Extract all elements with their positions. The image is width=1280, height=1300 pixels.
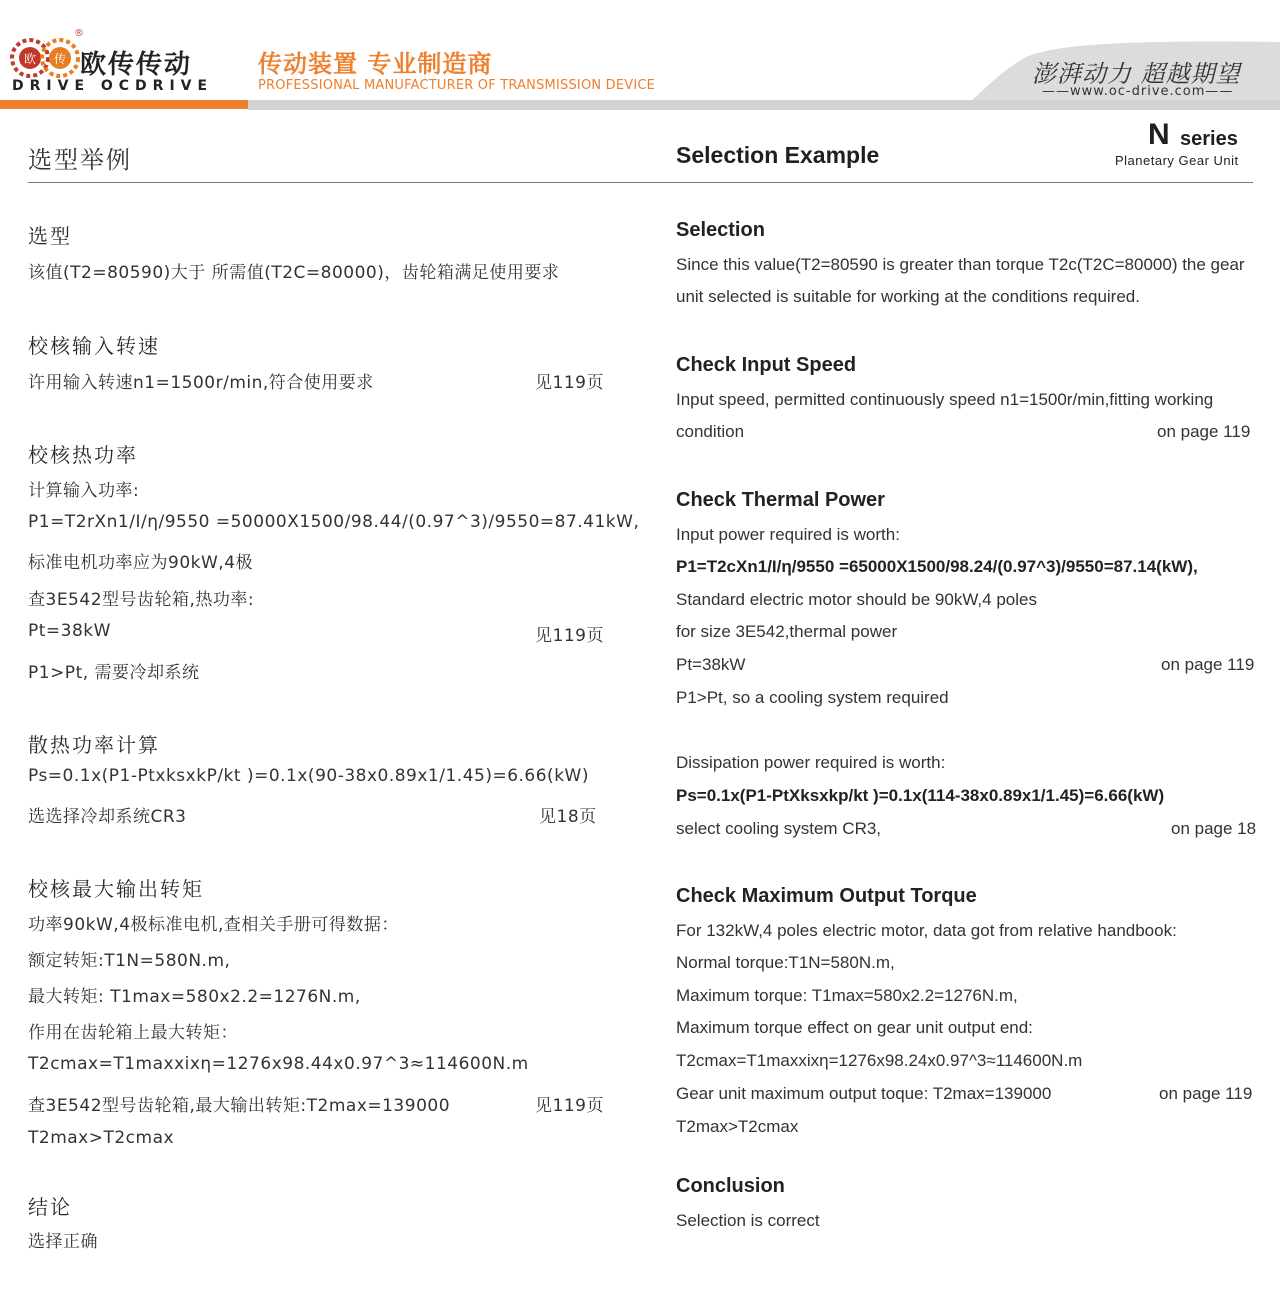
cn-page-ref: 见119页 bbox=[535, 626, 604, 646]
logo-mark-char-1: 欧 bbox=[23, 52, 37, 66]
cn-text-line: 计算输入功率: bbox=[28, 481, 140, 501]
en-formula-line: Ps=0.1x(P1-PtXksxkp/kt )=0.1x(114-38x0.89x1/1.45)=6.66(kW) bbox=[676, 786, 1165, 805]
en-text-line: for size 3E542,thermal power bbox=[676, 622, 898, 641]
en-text-line: P1>Pt, so a cooling system required bbox=[676, 688, 949, 707]
tagline-en: PROFESSIONAL MANUFACTURER OF TRANSMISSION DEVICE bbox=[258, 78, 656, 93]
registered-mark: ® bbox=[74, 28, 84, 39]
cn-page-ref: 见119页 bbox=[535, 373, 604, 393]
cn-text-line: 最大转矩: T1max=580x2.2=1276N.m, bbox=[28, 987, 361, 1007]
title-divider bbox=[28, 182, 1253, 183]
en-text-line: Gear unit maximum output toque: T2max=139000 bbox=[676, 1084, 1052, 1103]
series-subtitle: Planetary Gear Unit bbox=[1115, 153, 1239, 168]
en-formula-line: T2cmax=T1maxxixη=1276x98.24x0.97^3≈114600N.m bbox=[676, 1051, 1083, 1070]
orange-accent-bar bbox=[0, 100, 248, 109]
cn-heading-max-torque: 校核最大输出转矩 bbox=[28, 877, 204, 901]
en-text-line: Maximum torque: T1max=580x2.2=1276N.m, bbox=[676, 986, 1018, 1005]
en-text-line: Since this value(T2=80590 is greater than torque T2c(T2C=80000) the gear bbox=[676, 255, 1245, 274]
page-title-cn: 选型举例 bbox=[28, 146, 132, 174]
cn-text-line: 该值(T2=80590)大于 所需值(T2C=80000)，齿轮箱满足使用要求 bbox=[28, 263, 560, 283]
en-page-ref: on page 18 bbox=[1171, 819, 1257, 838]
cn-heading-conclusion: 结论 bbox=[28, 1195, 72, 1219]
ocdrive-logo-mark bbox=[8, 34, 82, 84]
cn-heading-thermal-power: 校核热功率 bbox=[28, 443, 138, 467]
cn-text-line: 作用在齿轮箱上最大转矩： bbox=[28, 1023, 238, 1043]
cn-text-line: T2max>T2cmax bbox=[28, 1128, 175, 1148]
en-heading-thermal-power: Check Thermal Power bbox=[676, 489, 885, 511]
cn-heading-input-speed: 校核输入转速 bbox=[28, 334, 160, 358]
en-text-line: Input speed, permitted continuously speed n1=1500r/min,fitting working bbox=[676, 390, 1214, 409]
logo-cn-text: 欧传传动 bbox=[80, 50, 193, 80]
website-url: ——www.oc-drive.com—— bbox=[1042, 84, 1234, 99]
en-formula-line: P1=T2cXn1/I/η/9550 =65000X1500/98.24/(0.97^3)/9550=87.14(kW), bbox=[676, 557, 1198, 576]
en-text-line: condition bbox=[676, 422, 745, 441]
cn-formula-line: T2cmax=T1maxxixη=1276x98.44x0.97^3≈114600N.m bbox=[28, 1054, 529, 1074]
en-text-line: Standard electric motor should be 90kW,4 poles bbox=[676, 590, 1037, 609]
cn-formula-line: P1=T2rXn1/I/η/9550 =50000X1500/98.44/(0.97^3)/9550=87.41kW, bbox=[28, 512, 640, 532]
en-text-line: select cooling system CR3, bbox=[676, 819, 882, 838]
page-header bbox=[0, 0, 1280, 110]
page-title-en: Selection Example bbox=[676, 142, 880, 168]
en-text-line: unit selected is suitable for working at the conditions required. bbox=[676, 287, 1140, 306]
en-text-line: T2max>T2cmax bbox=[676, 1117, 799, 1136]
cn-text-line: 功率90kW,4极标准电机,查相关手册可得数据： bbox=[28, 915, 399, 935]
cn-page-ref: 见18页 bbox=[539, 807, 597, 827]
en-text-line: Selection is correct bbox=[676, 1211, 820, 1230]
series-word: series bbox=[1180, 128, 1238, 150]
en-page-ref: on page 119 bbox=[1159, 1084, 1253, 1103]
en-text-line: Normal torque:T1N=580N.m, bbox=[676, 953, 895, 972]
en-heading-max-torque: Check Maximum Output Torque bbox=[676, 885, 977, 907]
cn-text-line: Pt=38kW bbox=[28, 621, 111, 641]
cn-page-ref: 见119页 bbox=[535, 1096, 604, 1116]
cn-text-line: 查3E542型号齿轮箱,热功率: bbox=[28, 590, 255, 610]
en-page-ref: on page 119 bbox=[1161, 655, 1255, 674]
cn-formula-line: Ps=0.1x(P1-PtxksxkP/kt )=0.1x(90-38x0.89x1/1.45)=6.66(kW) bbox=[28, 766, 589, 786]
cn-text-line: 选选择冷却系统CR3 bbox=[28, 807, 187, 827]
logo-en-text: DRIVE OCDRIVE bbox=[12, 78, 214, 94]
en-text-line: Maximum torque effect on gear unit output end: bbox=[676, 1018, 1033, 1037]
tagline-cn: 传动装置 专业制造商 bbox=[258, 50, 493, 78]
cn-text-line: 额定转矩:T1N=580N.m, bbox=[28, 951, 231, 971]
cn-text-line: 许用输入转速n1=1500r/min,符合使用要求 bbox=[28, 373, 374, 393]
en-text-line: For 132kW,4 poles electric motor, data got from relative handbook: bbox=[676, 921, 1177, 940]
cn-text-line: P1>Pt, 需要冷却系统 bbox=[28, 663, 200, 683]
en-heading-input-speed: Check Input Speed bbox=[676, 354, 857, 376]
cn-text-line: 查3E542型号齿轮箱,最大输出转矩:T2max=139000 bbox=[28, 1096, 451, 1116]
cn-heading-selection: 选型 bbox=[28, 224, 72, 248]
en-text-line: Input power required is worth: bbox=[676, 525, 900, 544]
cn-text-line: 选择正确 bbox=[28, 1232, 98, 1252]
brand-slogan: 澎湃动力 超越期望 bbox=[1032, 60, 1241, 88]
en-text-line: Dissipation power required is worth: bbox=[676, 753, 946, 772]
cn-heading-dissipation: 散热功率计算 bbox=[28, 733, 160, 757]
en-heading-selection: Selection bbox=[676, 219, 765, 241]
en-page-ref: on page 119 bbox=[1157, 422, 1251, 441]
logo-mark-char-2: 传 bbox=[53, 52, 67, 66]
cn-text-line: 标准电机功率应为90kW,4极 bbox=[28, 553, 254, 573]
en-heading-conclusion: Conclusion bbox=[676, 1175, 785, 1197]
en-text-line: Pt=38kW bbox=[676, 655, 746, 674]
series-letter: N bbox=[1148, 118, 1170, 151]
